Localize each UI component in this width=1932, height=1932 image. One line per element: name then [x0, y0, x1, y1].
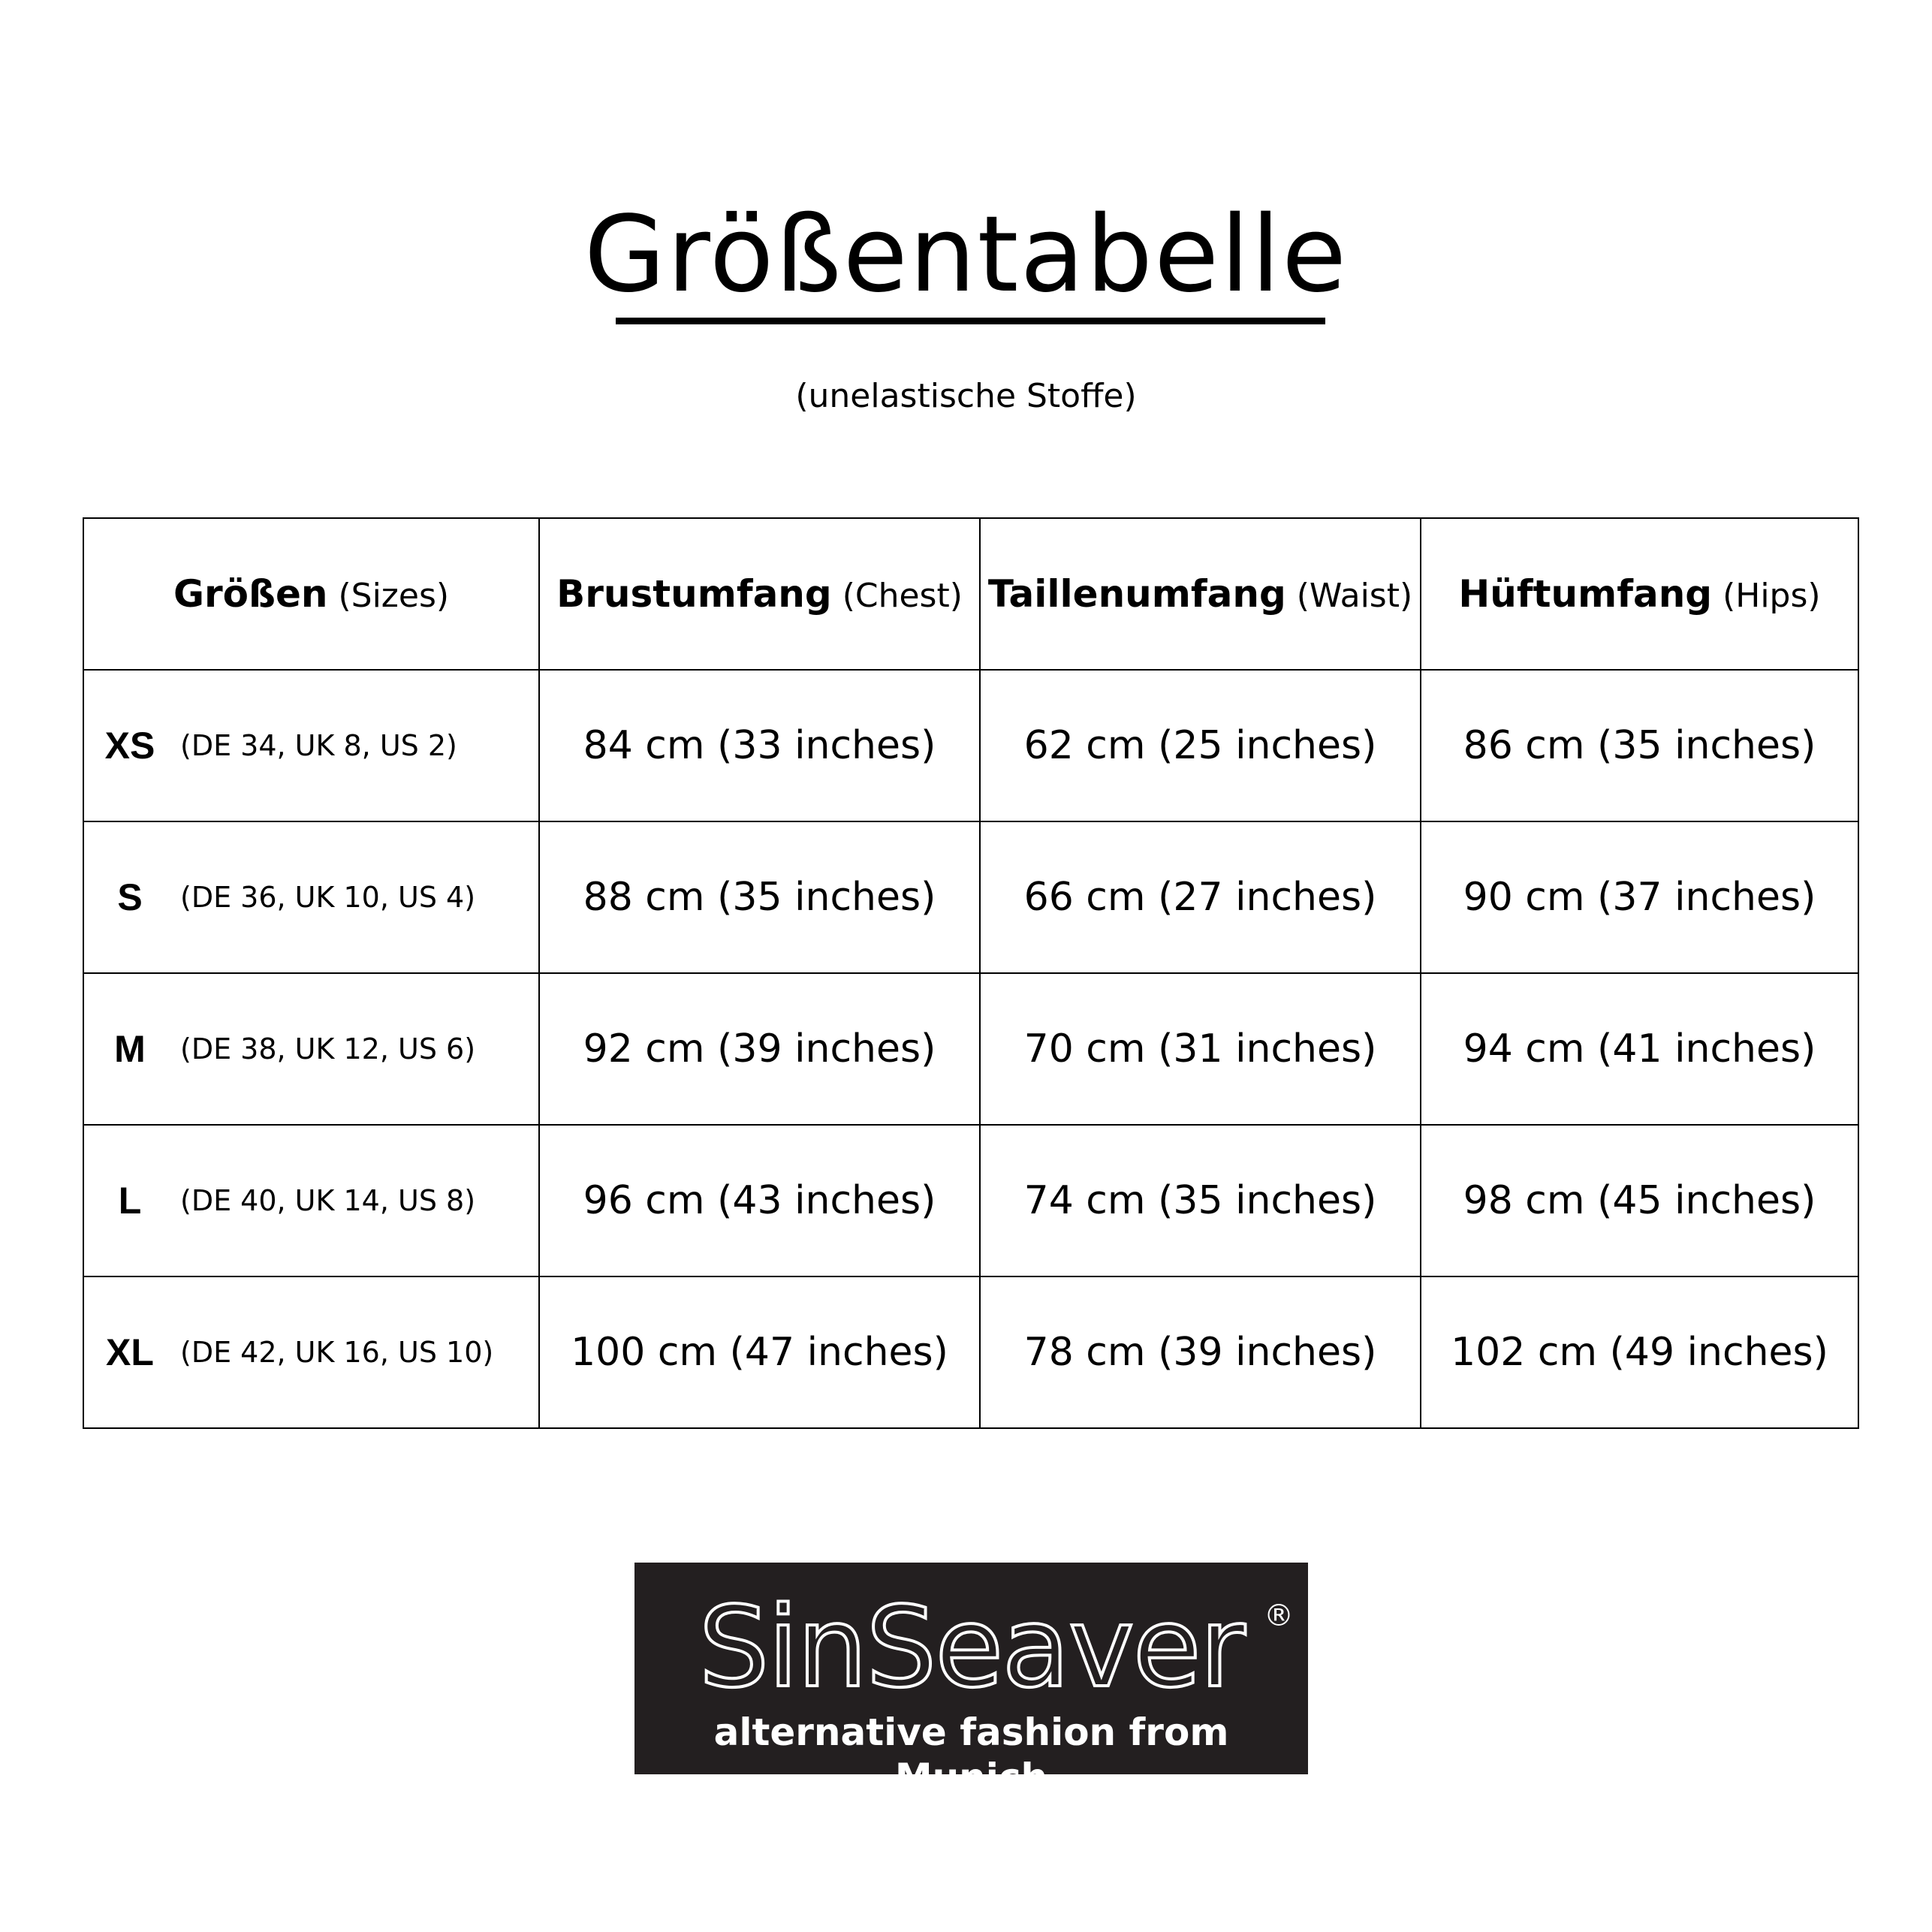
hips-value: 90 cm (37 inches)	[1463, 875, 1816, 920]
table-row	[83, 1125, 1858, 1276]
hips-value: 94 cm (41 inches)	[1463, 1026, 1816, 1071]
hips-value: 102 cm (49 inches)	[1451, 1330, 1828, 1375]
chest-cell	[539, 821, 980, 973]
chest-cell	[539, 1276, 980, 1428]
size-code: S	[117, 876, 143, 918]
chest-value: 100 cm (47 inches)	[571, 1330, 948, 1375]
size-cell	[83, 1276, 539, 1428]
chest-value: 84 cm (33 inches)	[583, 723, 936, 768]
chest-cell	[539, 973, 980, 1125]
table-header-row	[83, 518, 1858, 670]
chest-cell	[539, 1125, 980, 1276]
waist-cell	[980, 670, 1421, 821]
table-row	[83, 973, 1858, 1125]
hips-value: 98 cm (45 inches)	[1463, 1178, 1816, 1223]
hips-cell	[1421, 821, 1858, 973]
header-hips-label: Hüftumfang	[1458, 572, 1713, 616]
hips-cell	[1421, 973, 1858, 1125]
waist-cell	[980, 973, 1421, 1125]
registered-mark: ®	[1264, 1599, 1294, 1633]
logo-wordmark: SinSeaver	[698, 1583, 1244, 1712]
size-cell	[83, 1125, 539, 1276]
size-cell	[83, 821, 539, 973]
header-waist	[980, 518, 1421, 670]
brand-logo	[634, 1563, 1308, 1799]
size-chart-table	[83, 517, 1859, 1429]
size-cell	[83, 973, 539, 1125]
hips-cell	[1421, 1276, 1858, 1428]
waist-value: 66 cm (27 inches)	[1023, 875, 1377, 920]
waist-cell	[980, 1125, 1421, 1276]
chest-value: 92 cm (39 inches)	[583, 1026, 936, 1071]
header-sizes	[83, 518, 539, 670]
waist-value: 78 cm (39 inches)	[1023, 1330, 1377, 1375]
size-cell	[83, 670, 539, 821]
waist-value: 70 cm (31 inches)	[1023, 1026, 1377, 1071]
waist-value: 62 cm (25 inches)	[1023, 723, 1377, 768]
hips-cell	[1421, 1125, 1858, 1276]
table-row	[83, 670, 1858, 821]
size-equivalents: (DE 42, UK 16, US 10)	[180, 1336, 494, 1369]
table-row	[83, 1276, 1858, 1428]
size-equivalents: (DE 38, UK 12, US 6)	[180, 1032, 476, 1065]
table-row	[83, 821, 1858, 973]
size-code: XS	[104, 725, 155, 767]
size-equivalents: (DE 36, UK 10, US 4)	[180, 881, 476, 914]
header-hips-sublabel: (Hips)	[1723, 577, 1821, 615]
logo-tagline: alternative fashion from Munich	[713, 1710, 1229, 1799]
header-hips	[1421, 518, 1858, 670]
waist-cell	[980, 821, 1421, 973]
hips-cell	[1421, 670, 1858, 821]
size-equivalents: (DE 34, UK 8, US 2)	[180, 729, 457, 762]
title-underline	[616, 318, 1325, 324]
header-chest-label: Brustumfang	[556, 572, 832, 616]
header-sizes-sublabel: (Sizes)	[338, 577, 450, 615]
header-chest	[539, 518, 980, 670]
header-waist-sublabel: (Waist)	[1296, 577, 1413, 615]
page-title: Größentabelle	[583, 194, 1349, 316]
size-equivalents: (DE 40, UK 14, US 8)	[180, 1184, 476, 1217]
waist-cell	[980, 1276, 1421, 1428]
page-subtitle: (unelastische Stoffe)	[795, 377, 1137, 415]
chest-value: 88 cm (35 inches)	[583, 875, 936, 920]
header-waist-label: Taillenumfang	[987, 572, 1286, 616]
header-chest-sublabel: (Chest)	[842, 577, 963, 615]
chest-value: 96 cm (43 inches)	[583, 1178, 936, 1223]
waist-value: 74 cm (35 inches)	[1023, 1178, 1377, 1223]
size-code: M	[114, 1028, 146, 1070]
size-code: L	[118, 1180, 142, 1222]
header-sizes-label: Größen	[173, 572, 328, 616]
hips-value: 86 cm (35 inches)	[1463, 723, 1816, 768]
size-code: XL	[106, 1331, 154, 1373]
chest-cell	[539, 670, 980, 821]
